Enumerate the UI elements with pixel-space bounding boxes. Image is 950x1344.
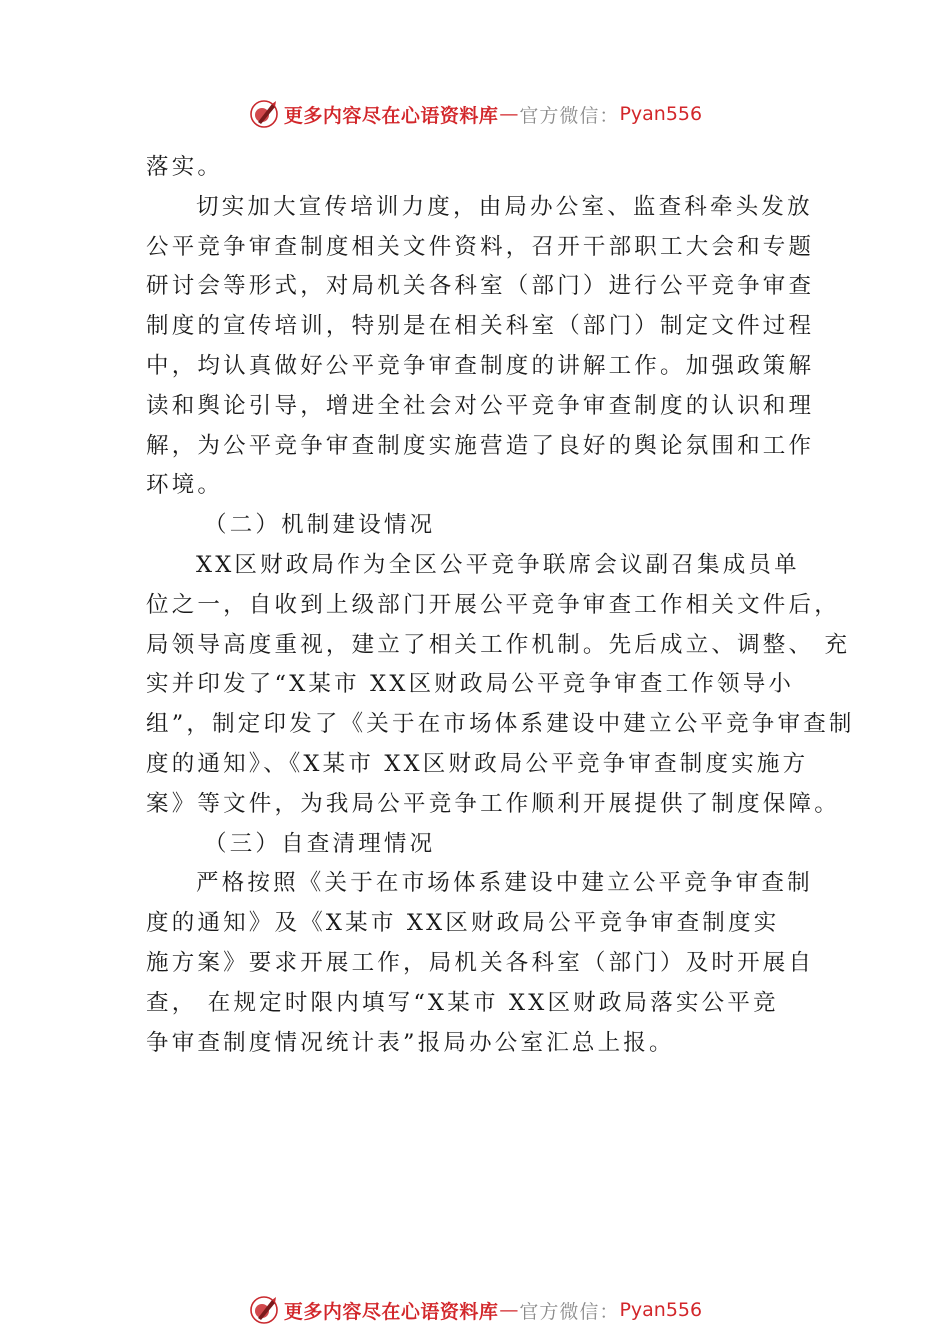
text-line: 解，为公平竞争审查制度实施营造了良好的舆论氛围和工作 [146,432,815,459]
text-line: 公平竞争审查制度相关文件资料，召开干部职工大会和专题 [146,233,815,260]
section-heading-3: （三）自查清理情况 [204,830,436,857]
text-line: 度的通知》及《X某市 XX区财政局公平竞争审查制度实 [146,910,780,937]
text-line: 读和舆论引导，增进全社会对公平竞争审查制度的认识和理 [146,392,815,419]
text-line: 落实。 [146,154,224,180]
text-line: 局领导高度重视，建立了相关工作机制。先后成立、调整、 充 [146,631,851,658]
text-line: 案》等文件，为我局公平竞争工作顺利开展提供了制度保障。 [146,790,840,817]
text-line: 中，均认真做好公平竞争审查制度的讲解工作。加强政策解 [146,352,815,379]
footer-wechat-id: Pyan556 [619,1299,703,1321]
header-dash: — [499,103,519,125]
text-line: 实并印发了“X某市 XX区财政局公平竞争审查工作领导小 [146,671,795,698]
text-line: 严格按照《关于在市场体系建设中建立公平竞争审查制 [196,870,813,897]
text-line: 切实加大宣传培训力度，由局办公室、监查科牵头发放 [196,193,813,220]
document-body [146,148,855,1063]
quill-logo-icon [248,98,280,130]
text-line: XX区财政局作为全区公平竞争联席会议副召集成员单 [196,551,800,578]
section-heading-2: （二）机制建设情况 [204,512,436,539]
footer-wechat-label: 官方微信： [519,1300,620,1323]
text-line: 位之一，自收到上级部门开展公平竞争审查工作相关文件后， [146,591,840,618]
text-line: 环境。 [146,472,224,499]
footer-banner [0,1290,950,1330]
header-library-text: 更多内容尽在心语资料库 [283,104,499,127]
text-line: 制度的宣传培训，特别是在相关科室（部门）制定文件过程 [146,313,815,340]
footer-library-text: 更多内容尽在心语资料库 [283,1300,499,1323]
text-line: 度的通知》、《X某市 XX区财政局公平竞争审查制度实施方 [146,750,809,777]
text-line: 施方案》要求开展工作，局机关各科室（部门）及时开展自 [146,949,815,976]
text-line: 争审查制度情况统计表”报局办公室汇总上报。 [146,1029,675,1056]
header-wechat-id: Pyan556 [619,103,703,125]
text-line: 组”，制定印发了《关于在市场体系建设中建立公平竞争审查制 [146,711,855,738]
quill-logo-icon [248,1294,280,1326]
footer-dash: — [499,1299,519,1321]
header-banner [0,94,950,134]
text-line: 研讨会等形式，对局机关各科室（部门）进行公平竞争审查 [146,273,815,300]
text-line: 查， 在规定时限内填写“X某市 XX区财政局落实公平竞 [146,989,779,1016]
header-wechat-label: 官方微信： [519,104,620,127]
